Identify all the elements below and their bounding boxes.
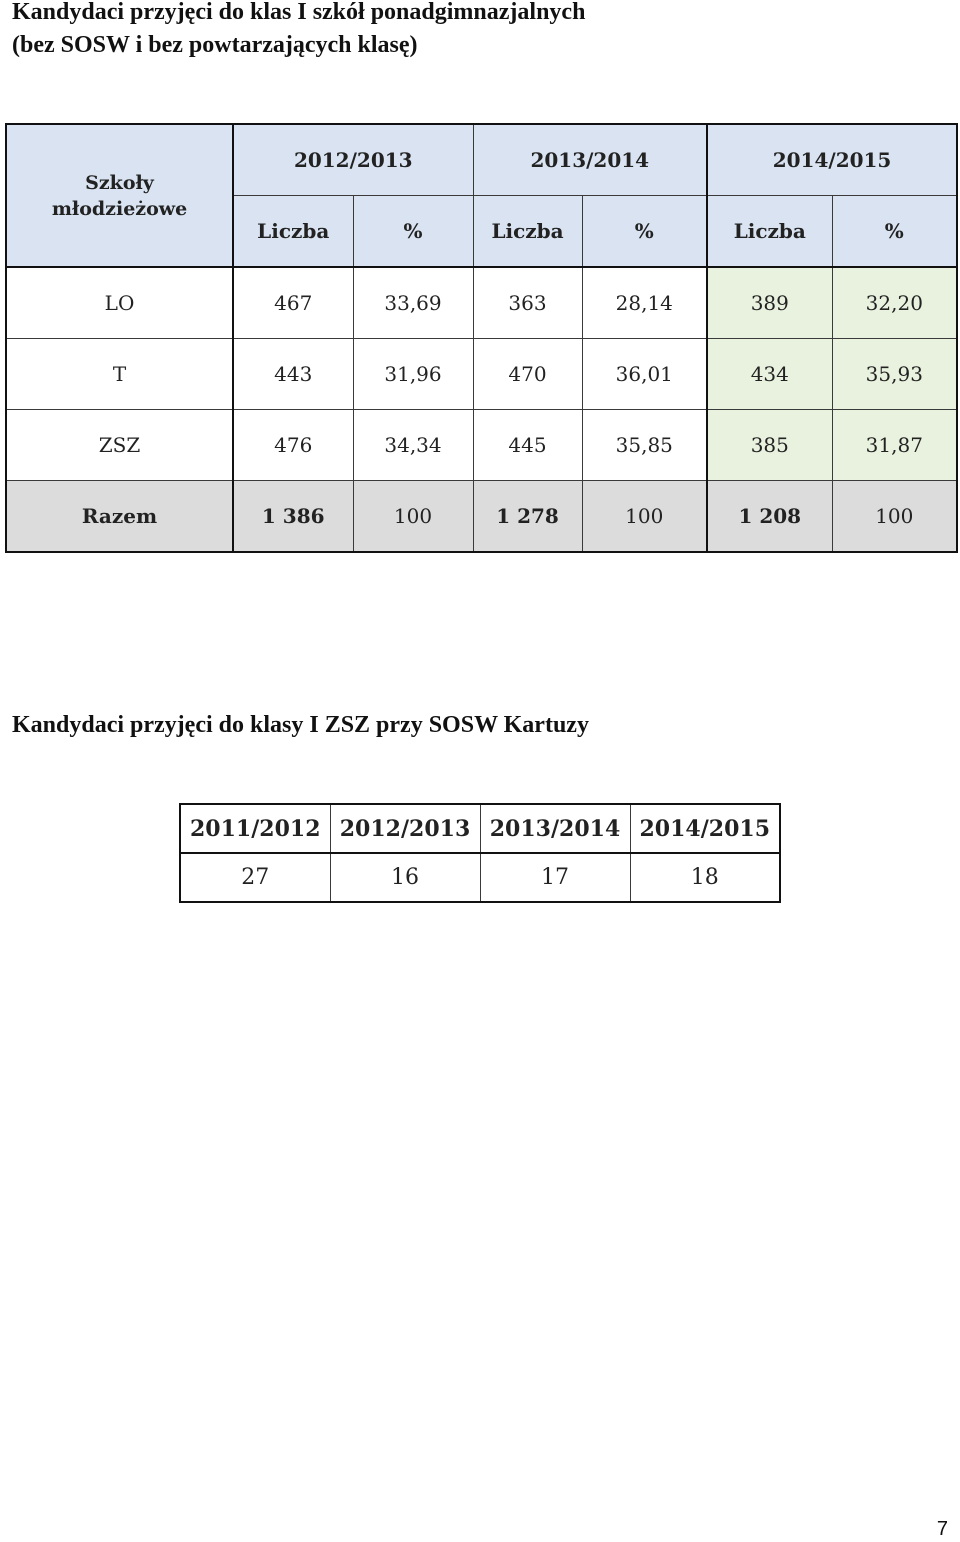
- table-cell: 467: [233, 267, 353, 339]
- table-cell: 445: [473, 410, 582, 481]
- table-cell: 389: [707, 267, 832, 339]
- total-row: [6, 481, 957, 553]
- subheader-cell: Liczba: [707, 196, 832, 268]
- table-cell: 1 386: [233, 481, 353, 553]
- section-title: Kandydaci przyjęci do klasy I ZSZ przy SOSW Kartuzy: [12, 712, 589, 738]
- candidates-table: [5, 123, 958, 553]
- table-cell: 32,20: [832, 267, 957, 339]
- table-cell: 100: [353, 481, 473, 553]
- table-cell: 31,87: [832, 410, 957, 481]
- table-cell: 34,34: [353, 410, 473, 481]
- table-cell: 31,96: [353, 339, 473, 410]
- corner-label-line2: młodzieżowe: [51, 197, 188, 220]
- subheader-cell: %: [353, 196, 473, 268]
- table-cell: 35,85: [582, 410, 707, 481]
- table-row: [180, 853, 780, 902]
- table-cell: 27: [180, 853, 330, 902]
- row-label: ZSZ: [6, 410, 233, 481]
- table-cell: 1 278: [473, 481, 582, 553]
- table-cell: 1 208: [707, 481, 832, 553]
- document-title-line2: (bez SOSW i bez powtarzających klasę): [12, 32, 418, 58]
- row-label: Razem: [6, 481, 233, 553]
- table-cell: 17: [480, 853, 630, 902]
- row-label: T: [6, 339, 233, 410]
- subheader-cell: Liczba: [233, 196, 353, 268]
- year-header-row: [180, 804, 780, 853]
- document-title-line1: Kandydaci przyjęci do klas I szkół ponadgimnazjalnych: [12, 0, 586, 25]
- table-cell: 385: [707, 410, 832, 481]
- table-cell: 36,01: [582, 339, 707, 410]
- table-row: [6, 410, 957, 481]
- table-cell: 476: [233, 410, 353, 481]
- table-cell: 470: [473, 339, 582, 410]
- table-cell: 35,93: [832, 339, 957, 410]
- year-header: 2014/2015: [707, 124, 957, 196]
- subheader-cell: %: [582, 196, 707, 268]
- year-header: 2012/2013: [233, 124, 473, 196]
- table-row: [6, 339, 957, 410]
- year-header: 2013/2014: [473, 124, 707, 196]
- subheader-cell: %: [832, 196, 957, 268]
- subheader-cell: Liczba: [473, 196, 582, 268]
- table-cell: 28,14: [582, 267, 707, 339]
- table-cell: 443: [233, 339, 353, 410]
- row-label: LO: [6, 267, 233, 339]
- corner-header: [6, 124, 233, 267]
- year-header: 2013/2014: [480, 804, 630, 853]
- year-header: 2011/2012: [180, 804, 330, 853]
- corner-label-line1: Szkoły: [85, 171, 154, 194]
- table-cell: 363: [473, 267, 582, 339]
- table-row: [6, 267, 957, 339]
- table-cell: 18: [630, 853, 780, 902]
- year-header-row: [6, 124, 957, 196]
- table-cell: 100: [582, 481, 707, 553]
- year-header: 2012/2013: [330, 804, 480, 853]
- table-cell: 33,69: [353, 267, 473, 339]
- sosw-table: [179, 803, 781, 903]
- year-header: 2014/2015: [630, 804, 780, 853]
- table-cell: 100: [832, 481, 957, 553]
- table-cell: 16: [330, 853, 480, 902]
- table-cell: 434: [707, 339, 832, 410]
- page-number: 7: [936, 1518, 948, 1540]
